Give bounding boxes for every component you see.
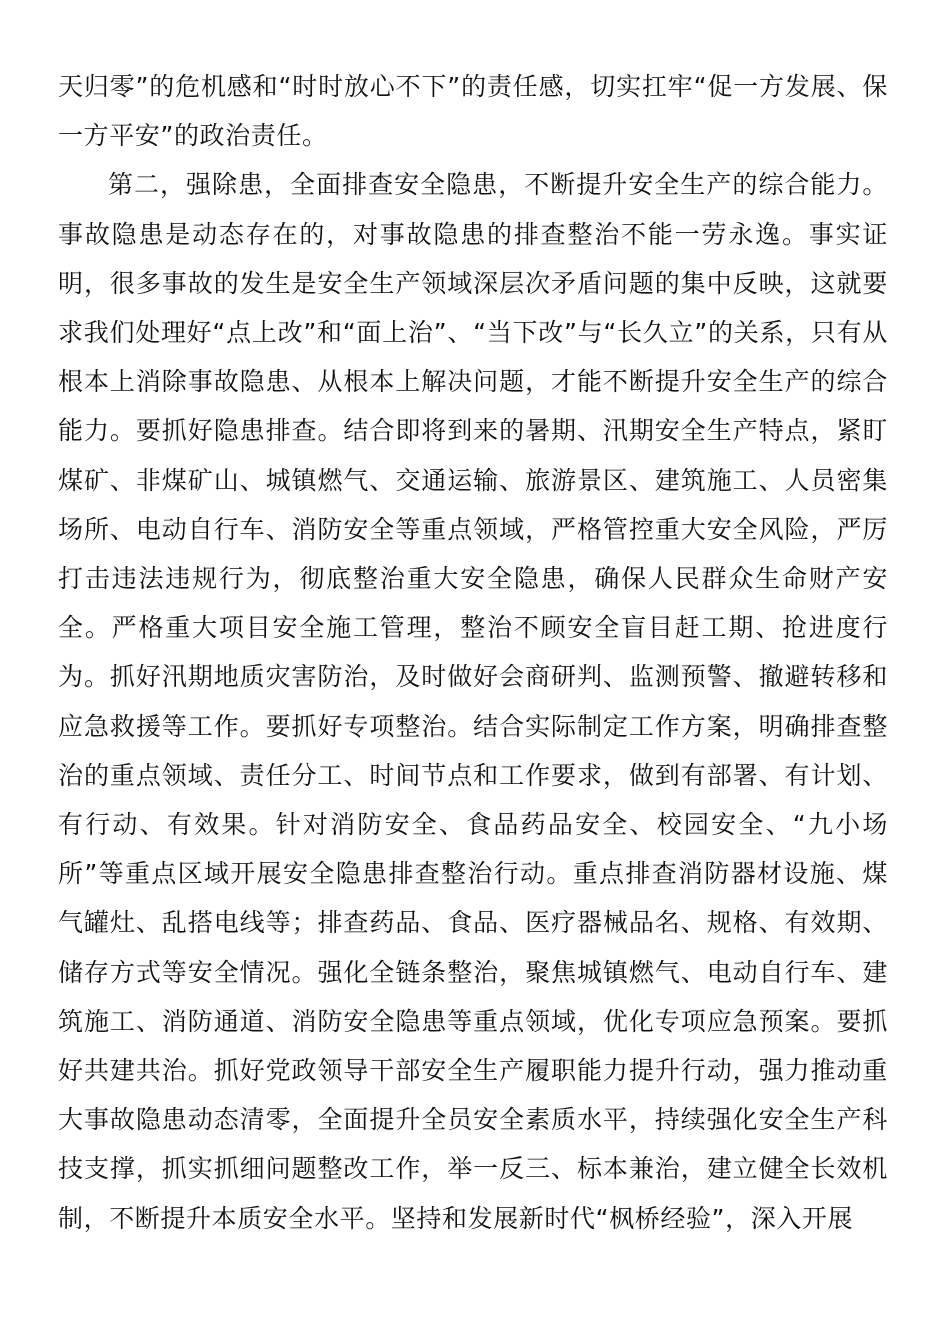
- paragraph-second-point: 第二，强除患，全面排查安全隐患，不断提升安全生产的综合能力。事故隐患是动态存在的，对事故隐患的排查整治不能一劳永逸。事实证明，很多事故的发生是安全生产领域深层次矛盾问题的集中反映，这就要求我们处理好“点上改”和“面上治”、“当下改”与“长久立”的关系，只有从根本上消除事故隐患、从根本上解决问题，才能不断提升安全生产的综合能力。要抓好隐患排查。结合即将到来的暑期、汛期安全生产特点，紧盯煤矿、非煤矿山、城镇燃气、交通运输、旅游景区、建筑施工、人员密集场所、电动自行车、消防安全等重点领域，严格管控重大安全风险，严厉打击违法违规行为，彻底整治重大安全隐患，确保人民群众生命财产安全。严格重大项目安全施工管理，整治不顾安全盲目赶工期、抢进度行为。抓好汛期地质灾害防治，及时做好会商研判、监测预警、撤避转移和应急救援等工作。要抓好专项整治。结合实际制定工作方案，明确排查整治的重点领域、责任分工、时间节点和工作要求，做到有部署、有计划、有行动、有效果。针对消防安全、食品药品安全、校园安全、“九小场所”等重点区域开展安全隐患排查整治行动。重点排查消防器材设施、煤气罐灶、乱搭电线等；排查药品、食品、医疗器械品名、规格、有效期、储存方式等安全情况。强化全链条整治，聚焦城镇燃气、电动自行车、建筑施工、消防通道、消防安全隐患等重点领域，优化专项应急预案。要抓好共建共治。抓好党政领导干部安全生产履职能力提升行动，强力推动重大事故隐患动态清零，全面提升全员安全素质水平，持续强化安全生产科技支撑，抓实抓细问题整改工作，举一反三、标本兼治，建立健全长效机制，不断提升本质安全水平。坚持和发展新时代“枫桥经验”，深入开展: [58, 170, 888, 1233]
- paragraph-continuation: 天归零”的危机感和“时时放心不下”的责任感，切实扛牢“促一方发展、保一方平安”的政治责任。: [58, 72, 888, 151]
- body-text: [58, 62, 888, 1243]
